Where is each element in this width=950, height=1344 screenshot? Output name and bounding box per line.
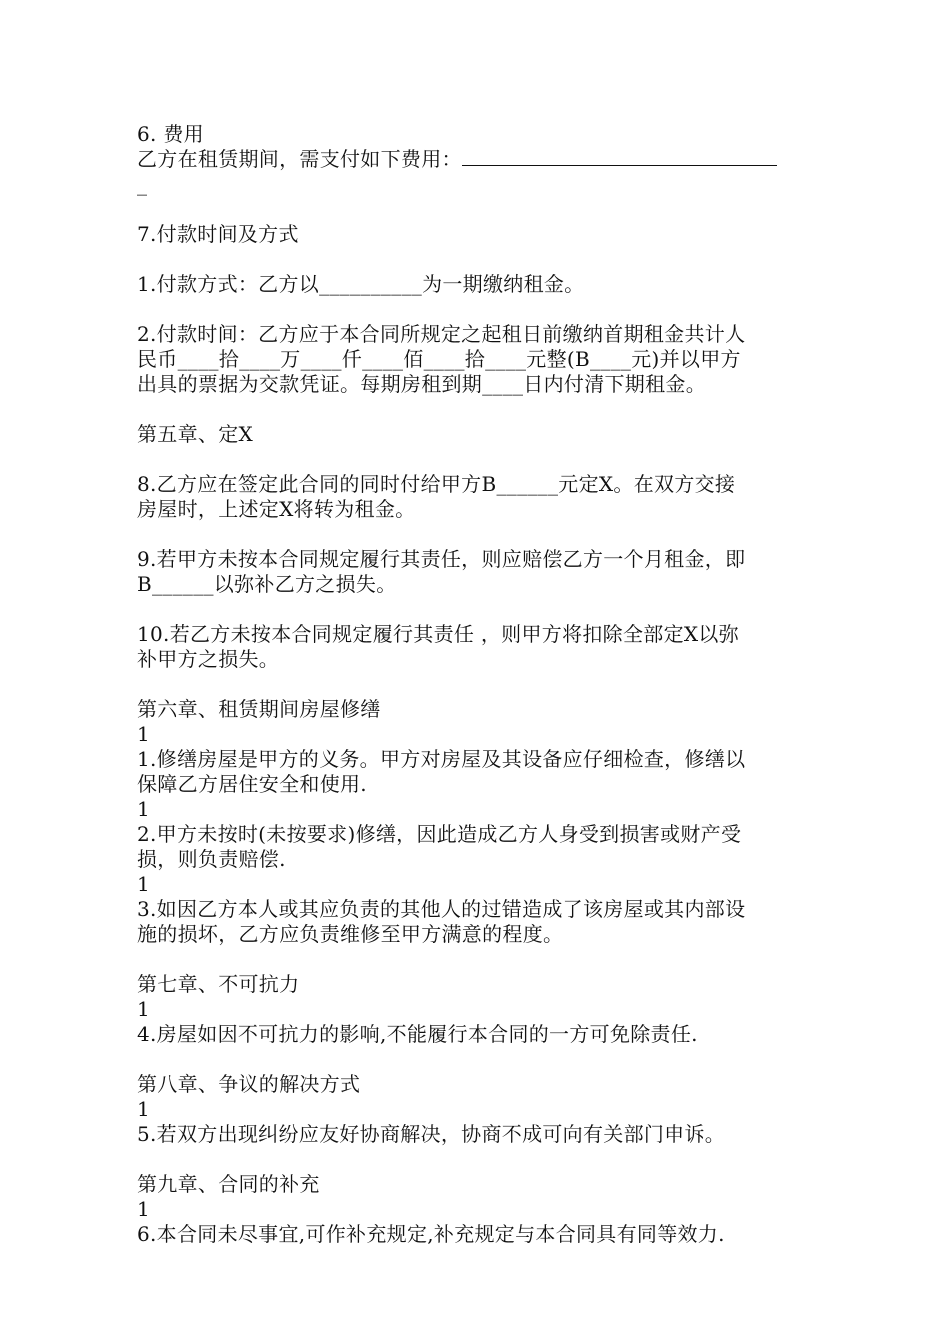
repair-clause-1-line-2: 保障乙方居住安全和使用.	[137, 772, 367, 796]
repair-clause-3-line-1: 3.如因乙方本人或其应负责的其他人的过错造成了该房屋或其内部设	[137, 897, 746, 921]
marker-2: 1	[137, 797, 151, 821]
clause-9	[137, 547, 817, 597]
clause-8-line-1: 8.乙方应在签定此合同的同时付给甲方B______元定X。在双方交接	[137, 472, 736, 496]
clause-9-line-2: B______以弥补乙方之损失。	[137, 572, 397, 596]
marker-5: 1	[137, 1097, 151, 1121]
document-body	[137, 122, 817, 1272]
chapter-7-block	[137, 972, 817, 1047]
force-majeure-clause: 4.房屋如因不可抗力的影响,不能履行本合同的一方可免除责任.	[137, 1022, 698, 1046]
repair-clause-1-line-1: 1.修缮房屋是甲方的义务。甲方对房屋及其设备应仔细检查，修缮以	[137, 747, 746, 771]
chapter-6-block	[137, 697, 817, 947]
section-heading-fees: 6. 费用	[137, 122, 204, 146]
repair-clause-2-line-1: 2.甲方未按时(未按要求)修缮，因此造成乙方人身受到损害或财产受	[137, 822, 742, 846]
dispute-clause: 5.若双方出现纠纷应友好协商解决，协商不成可向有关部门申诉。	[137, 1122, 726, 1146]
supplement-clause: 6.本合同未尽事宜,可作补充规定,补充规定与本合同具有同等效力.	[137, 1222, 725, 1246]
clause-10-line-2: 补甲方之损失。	[137, 647, 280, 671]
marker-6: 1	[137, 1197, 151, 1221]
chapter-8-heading: 第八章、争议的解决方式	[137, 1072, 361, 1096]
clause-9-line-1: 9.若甲方未按本合同规定履行其责任，则应赔偿乙方一个月租金，即	[137, 547, 746, 571]
repair-clause-3-line-2: 施的损坏，乙方应负责维修至甲方满意的程度。	[137, 922, 564, 946]
chapter-9-block	[137, 1172, 817, 1247]
clause-10	[137, 622, 817, 672]
payment-time-line-1: 2.付款时间：乙方应于本合同所规定之起租日前缴纳首期租金共计人	[137, 322, 746, 346]
chapter-5-heading: 第五章、定X	[137, 422, 254, 446]
chapter-7-heading: 第七章、不可抗力	[137, 972, 300, 996]
marker-1: 1	[137, 722, 151, 746]
fees-text: 乙方在租赁期间，需支付如下费用：	[137, 147, 462, 171]
chapter-9-heading: 第九章、合同的补充	[137, 1172, 320, 1196]
fees-line	[137, 147, 817, 172]
payment-time-line-2: 民币____拾____万____仟____佰____拾____元整(B____元)并以甲方	[137, 347, 741, 371]
marker-3: 1	[137, 872, 151, 896]
chapter-8-block	[137, 1072, 817, 1147]
payment-time-line-3: 出具的票据为交款凭证。每期房租到期____日内付清下期租金。	[137, 372, 706, 396]
clause-8-line-2: 房屋时，上述定X将转为租金。	[137, 497, 416, 521]
section-6-block	[137, 122, 817, 197]
section-heading-payment: 7.付款时间及方式	[137, 222, 299, 246]
repair-clause-2-line-2: 损，则负责赔偿.	[137, 847, 286, 871]
clause-8	[137, 472, 817, 522]
fees-trailing: _	[137, 172, 148, 196]
marker-4: 1	[137, 997, 151, 1021]
payment-method: 1.付款方式：乙方以__________为一期缴纳租金。	[137, 272, 585, 296]
clause-10-line-1: 10.若乙方未按本合同规定履行其责任 ，则甲方将扣除全部定X以弥	[137, 622, 740, 646]
payment-time	[137, 322, 817, 397]
fees-blank	[462, 147, 777, 166]
chapter-6-heading: 第六章、租赁期间房屋修缮	[137, 697, 381, 721]
